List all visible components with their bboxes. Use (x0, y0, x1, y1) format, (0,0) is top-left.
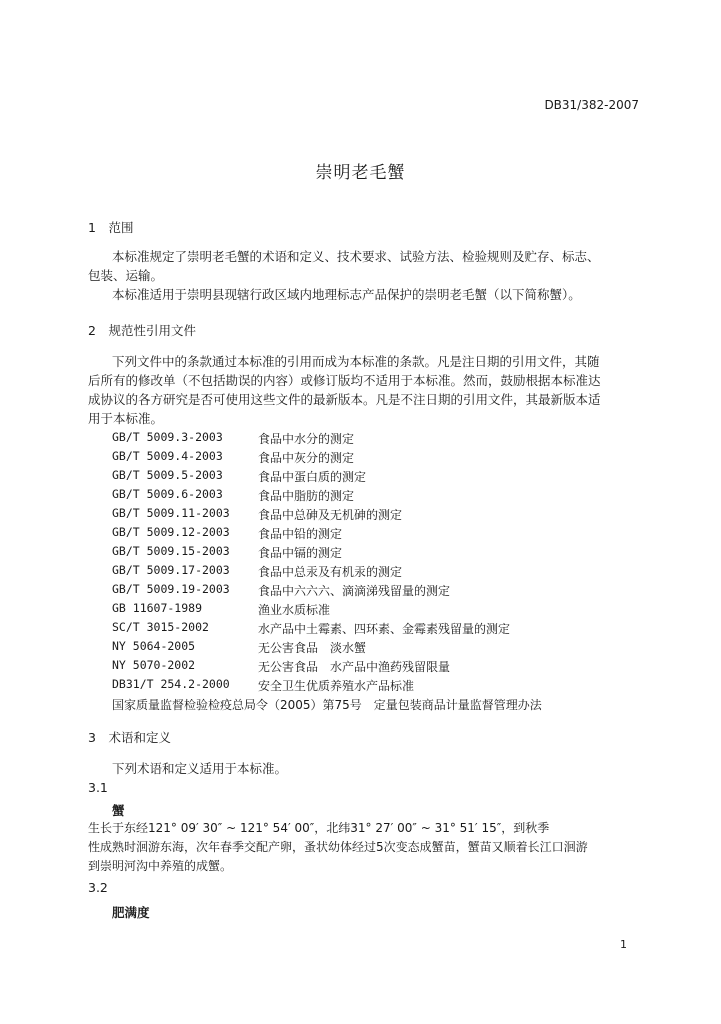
term-3-1-def-line2: 性成熟时洄游东海，次年春季交配产卵，蚤状幼体经过5次变态成蟹苗，蟹苗又顺着长江口洄游 (88, 840, 588, 854)
ref-code: GB/T 5009.17-2003 (112, 563, 230, 577)
section-2-para-line2: 后所有的修改单（不包括勘误的内容）或修订版均不适用于本标准。然而，鼓励根据本标准达 (88, 373, 601, 388)
ref-name: 食品中水分的测定 (258, 432, 355, 446)
term-3-1-def-line1: 生长于东经121° 09′ 30″ ~ 121° 54′ 00″，北纬31° 27′ 00″ ~ 31° 51′ 15″，到秋季 (88, 821, 550, 835)
term-3-1-name: 蟹 (112, 803, 125, 818)
ref-code: GB 11607-1989 (112, 601, 203, 615)
ref-code: DB31/T 254.2-2000 (112, 677, 230, 691)
page-title: 崇明老毛蟹 (315, 163, 406, 183)
ref-name: 食品中总汞及有机汞的测定 (258, 565, 403, 579)
ref-name: 食品中灰分的测定 (258, 451, 355, 465)
section-3-heading: 3 术语和定义 (88, 730, 171, 745)
ref-code: GB/T 5009.15-2003 (112, 544, 230, 558)
section-1-para2: 本标准适用于崇明县现辖行政区域内地理标志产品保护的崇明老毛蟹（以下简称蟹）。 (112, 287, 581, 302)
section-2-heading: 2 规范性引用文件 (88, 323, 196, 338)
ref-name: 渔业水质标准 (258, 603, 331, 617)
page-number: 1 (620, 938, 627, 951)
ref-code: GB/T 5009.19-2003 (112, 582, 230, 596)
section-3-intro: 下列术语和定义适用于本标准。 (112, 761, 288, 776)
ref-name: 安全卫生优质养殖水产品标准 (258, 679, 415, 693)
term-3-2-name: 肥满度 (112, 905, 150, 920)
ref-name: 食品中总砷及无机砷的测定 (258, 508, 403, 522)
ref-name: 食品中蛋白质的测定 (258, 470, 367, 484)
section-2-para-line1: 下列文件中的条款通过本标准的引用而成为本标准的条款。凡是注日期的引用文件，其随 (112, 354, 600, 369)
ref-code: NY 5064-2005 (112, 639, 196, 653)
section-2-para-line4: 用于本标准。 (88, 411, 164, 426)
section-2-para-line3: 成协议的各方研究是否可使用这些文件的最新版本。凡是不注日期的引用文件，其最新版本适 (88, 392, 601, 407)
regulation-reference: 国家质量监督检验检疫总局令（2005）第75号 定量包装商品计量监督管理办法 (112, 698, 542, 712)
ref-name: 无公害食品 淡水蟹 (258, 641, 367, 655)
ref-code: GB/T 5009.3-2003 (112, 430, 223, 444)
section-1-para1-line2: 包装、运输。 (88, 268, 164, 283)
ref-code: GB/T 5009.4-2003 (112, 449, 223, 463)
section-1-para1-line1: 本标准规定了崇明老毛蟹的术语和定义、技术要求、试验方法、检验规则及贮存、标志、 (112, 249, 600, 264)
section-1-heading: 1 范围 (88, 220, 134, 235)
ref-name: 食品中六六六、滴滴涕残留量的测定 (258, 584, 451, 598)
term-3-1-def-line3: 到崇明河沟中养殖的成蟹。 (88, 859, 233, 873)
doc-code: DB31/382-2007 (544, 98, 639, 112)
ref-name: 无公害食品 水产品中渔药残留限量 (258, 660, 451, 674)
ref-name: 食品中脂肪的测定 (258, 489, 355, 503)
term-3-2-number: 3.2 (88, 880, 108, 895)
term-3-1-number: 3.1 (88, 780, 108, 795)
ref-code: SC/T 3015-2002 (112, 620, 209, 634)
ref-name: 食品中镉的测定 (258, 546, 343, 560)
ref-code: GB/T 5009.11-2003 (112, 506, 230, 520)
ref-code: GB/T 5009.12-2003 (112, 525, 230, 539)
ref-name: 食品中铅的测定 (258, 527, 343, 541)
ref-code: GB/T 5009.6-2003 (112, 487, 223, 501)
ref-code: GB/T 5009.5-2003 (112, 468, 223, 482)
ref-code: NY 5070-2002 (112, 658, 196, 672)
ref-name: 水产品中土霉素、四环素、金霉素残留量的测定 (258, 622, 511, 636)
